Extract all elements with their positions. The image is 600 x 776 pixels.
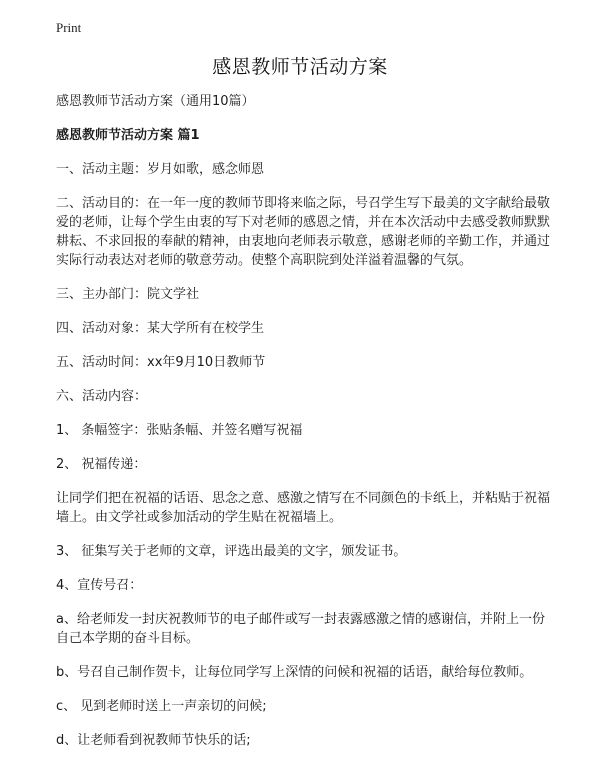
paragraph-theme: 一、活动主题：岁月如歌，感念师恩: [56, 162, 265, 177]
paragraph-item-d: d、让老师看到祝教师节快乐的话;: [56, 733, 251, 748]
paragraph-item-2: 2、 祝福传递：: [56, 457, 147, 472]
document-title: 感恩教师节活动方案: [212, 56, 388, 78]
paragraph-content-heading: 六、活动内容：: [56, 389, 148, 404]
document-subtitle: 感恩教师节活动方案（通用10篇）: [56, 94, 255, 109]
paragraph-item-4: 4、宣传号召：: [56, 578, 143, 593]
paragraph-organizer: 三、主办部门：院文学社: [56, 287, 200, 302]
paragraph-item-a: a、给老师发一封庆祝教师节的电子邮件或写一封表露感激之情的感谢信，并附上一份自己本学期的奋斗目标。: [56, 612, 545, 646]
print-label[interactable]: Print: [56, 20, 82, 35]
paragraph-item-b: b、号召自己制作贺卡，让每位同学写上深情的问候和祝福的话语，献给每位教师。: [56, 665, 533, 680]
paragraph-item-2-detail: 让同学们把在祝福的话语、思念之意、感激之情写在不同颜色的卡纸上，并粘贴于祝福墙上。由文学社或参加活动的学生贴在祝福墙上。: [56, 491, 551, 525]
document-body: [56, 92, 556, 765]
paragraph-time: 五、活动时间：xx年9月10日教师节: [56, 355, 266, 370]
section-heading: 感恩教师节活动方案 篇1: [56, 128, 200, 143]
paragraph-audience: 四、活动对象：某大学所有在校学生: [56, 321, 265, 336]
paragraph-item-3: 3、 征集写关于老师的文章，评选出最美的文字，颁发证书。: [56, 544, 407, 559]
paragraph-purpose: 二、活动目的：在一年一度的教师节即将来临之际，号召学生写下最美的文字献给最敬爱的老师，让每个学生由衷的写下对老师的感恩之情，并在本次活动中去感受教师默默耕耘、不求回报的奉献的精神，由衷地向老师表示敬意，感谢老师的辛勤工作，并通过实际行动表达对老师的敬意劳动。使整个高职院到处洋溢着温馨的气氛。: [56, 196, 551, 268]
paragraph-item-c: c、 见到老师时送上一声亲切的问候;: [56, 699, 267, 714]
paragraph-item-1: 1、 条幅签字：张贴条幅、并签名赠写祝福: [56, 423, 303, 438]
